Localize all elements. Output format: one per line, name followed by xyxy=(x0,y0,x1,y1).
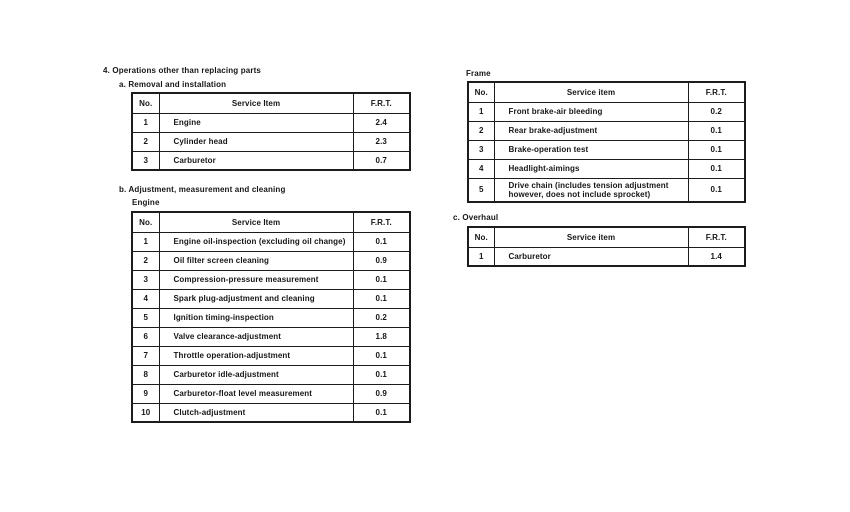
table-row xyxy=(132,232,410,251)
cell-item: Carburetor xyxy=(494,247,688,266)
section-b-label: b. Adjustment, measurement and cleaning xyxy=(119,185,286,194)
cell-item: Front brake-air bleeding xyxy=(494,102,688,121)
cell-frt: 2.3 xyxy=(353,132,410,151)
cell-item: Ignition timing-inspection xyxy=(159,308,353,327)
cell-item: Oil filter screen cleaning xyxy=(159,251,353,270)
cell-no: 7 xyxy=(132,346,159,365)
removal-table xyxy=(131,92,409,171)
cell-item: Headlight-aimings xyxy=(494,159,688,178)
cell-frt: 0.2 xyxy=(353,308,410,327)
table-row xyxy=(468,178,745,202)
col-header-item: Service item xyxy=(494,227,688,247)
cell-item: Carburetor-float level measurement xyxy=(159,384,353,403)
cell-no: 4 xyxy=(468,159,494,178)
cell-frt: 0.1 xyxy=(353,403,410,422)
cell-no: 1 xyxy=(468,247,494,266)
cell-frt: 1.4 xyxy=(688,247,745,266)
section-c-label: c. Overhaul xyxy=(453,213,499,222)
col-header-frt: F.R.T. xyxy=(353,212,410,232)
col-header-no: No. xyxy=(132,93,159,113)
cell-item: Throttle operation-adjustment xyxy=(159,346,353,365)
table-row xyxy=(132,384,410,403)
cell-no: 2 xyxy=(468,121,494,140)
cell-frt: 0.1 xyxy=(688,178,745,202)
table-row xyxy=(468,247,745,266)
col-header-frt: F.R.T. xyxy=(688,82,745,102)
cell-frt: 0.1 xyxy=(688,140,745,159)
cell-frt: 0.9 xyxy=(353,384,410,403)
table-row xyxy=(132,403,410,422)
cell-item: Carburetor xyxy=(159,151,353,170)
cell-item: Rear brake-adjustment xyxy=(494,121,688,140)
cell-no: 8 xyxy=(132,365,159,384)
table-row xyxy=(132,308,410,327)
adjustment-table xyxy=(131,211,409,423)
cell-no: 4 xyxy=(132,289,159,308)
table-row xyxy=(132,346,410,365)
col-header-no: No. xyxy=(132,212,159,232)
frame-table xyxy=(467,81,744,203)
cell-frt: 0.7 xyxy=(353,151,410,170)
cell-frt: 0.1 xyxy=(353,270,410,289)
cell-item: Brake-operation test xyxy=(494,140,688,159)
cell-item: Compression-pressure measurement xyxy=(159,270,353,289)
cell-no: 5 xyxy=(468,178,494,202)
cell-item: Spark plug-adjustment and cleaning xyxy=(159,289,353,308)
cell-no: 3 xyxy=(132,270,159,289)
cell-frt: 0.1 xyxy=(353,232,410,251)
cell-item: Engine xyxy=(159,113,353,132)
cell-frt: 2.4 xyxy=(353,113,410,132)
cell-item: Drive chain (includes tension adjustment however, does not include sprocket) xyxy=(494,178,688,202)
cell-no: 3 xyxy=(132,151,159,170)
cell-no: 10 xyxy=(132,403,159,422)
doc-heading: 4. Operations other than replacing parts xyxy=(103,66,262,75)
table-row xyxy=(132,327,410,346)
cell-no: 2 xyxy=(132,251,159,270)
table-row xyxy=(132,365,410,384)
cell-no: 1 xyxy=(468,102,494,121)
cell-frt: 0.1 xyxy=(688,121,745,140)
overhaul-table xyxy=(467,226,744,267)
table-row xyxy=(132,270,410,289)
cell-no: 5 xyxy=(132,308,159,327)
col-header-frt: F.R.T. xyxy=(688,227,745,247)
table-row xyxy=(132,151,410,170)
cell-frt: 0.9 xyxy=(353,251,410,270)
cell-item: Valve clearance-adjustment xyxy=(159,327,353,346)
table-row xyxy=(132,113,410,132)
cell-item: Clutch-adjustment xyxy=(159,403,353,422)
cell-no: 9 xyxy=(132,384,159,403)
col-header-no: No. xyxy=(468,82,494,102)
cell-item: Engine oil-inspection (excluding oil change) xyxy=(159,232,353,251)
cell-item: Cylinder head xyxy=(159,132,353,151)
cell-item: Carburetor idle-adjustment xyxy=(159,365,353,384)
cell-no: 1 xyxy=(132,232,159,251)
cell-frt: 0.2 xyxy=(688,102,745,121)
col-header-item: Service Item xyxy=(159,212,353,232)
table-row xyxy=(468,102,745,121)
cell-no: 2 xyxy=(132,132,159,151)
table-header-row xyxy=(468,227,745,247)
frame-label: Frame xyxy=(466,69,491,78)
cell-frt: 0.1 xyxy=(688,159,745,178)
cell-no: 1 xyxy=(132,113,159,132)
table-row xyxy=(468,159,745,178)
cell-no: 6 xyxy=(132,327,159,346)
cell-frt: 0.1 xyxy=(353,365,410,384)
section-b-sublabel: Engine xyxy=(132,198,160,207)
section-a-label: a. Removal and installation xyxy=(119,80,227,89)
table-row xyxy=(132,132,410,151)
table-row xyxy=(132,289,410,308)
cell-no: 3 xyxy=(468,140,494,159)
table-header-row xyxy=(132,93,410,113)
cell-frt: 0.1 xyxy=(353,289,410,308)
table-header-row xyxy=(132,212,410,232)
col-header-no: No. xyxy=(468,227,494,247)
table-row xyxy=(132,251,410,270)
table-header-row xyxy=(468,82,745,102)
col-header-item: Service item xyxy=(494,82,688,102)
col-header-frt: F.R.T. xyxy=(353,93,410,113)
cell-frt: 1.8 xyxy=(353,327,410,346)
table-row xyxy=(468,121,745,140)
cell-frt: 0.1 xyxy=(353,346,410,365)
col-header-item: Service Item xyxy=(159,93,353,113)
table-row xyxy=(468,140,745,159)
